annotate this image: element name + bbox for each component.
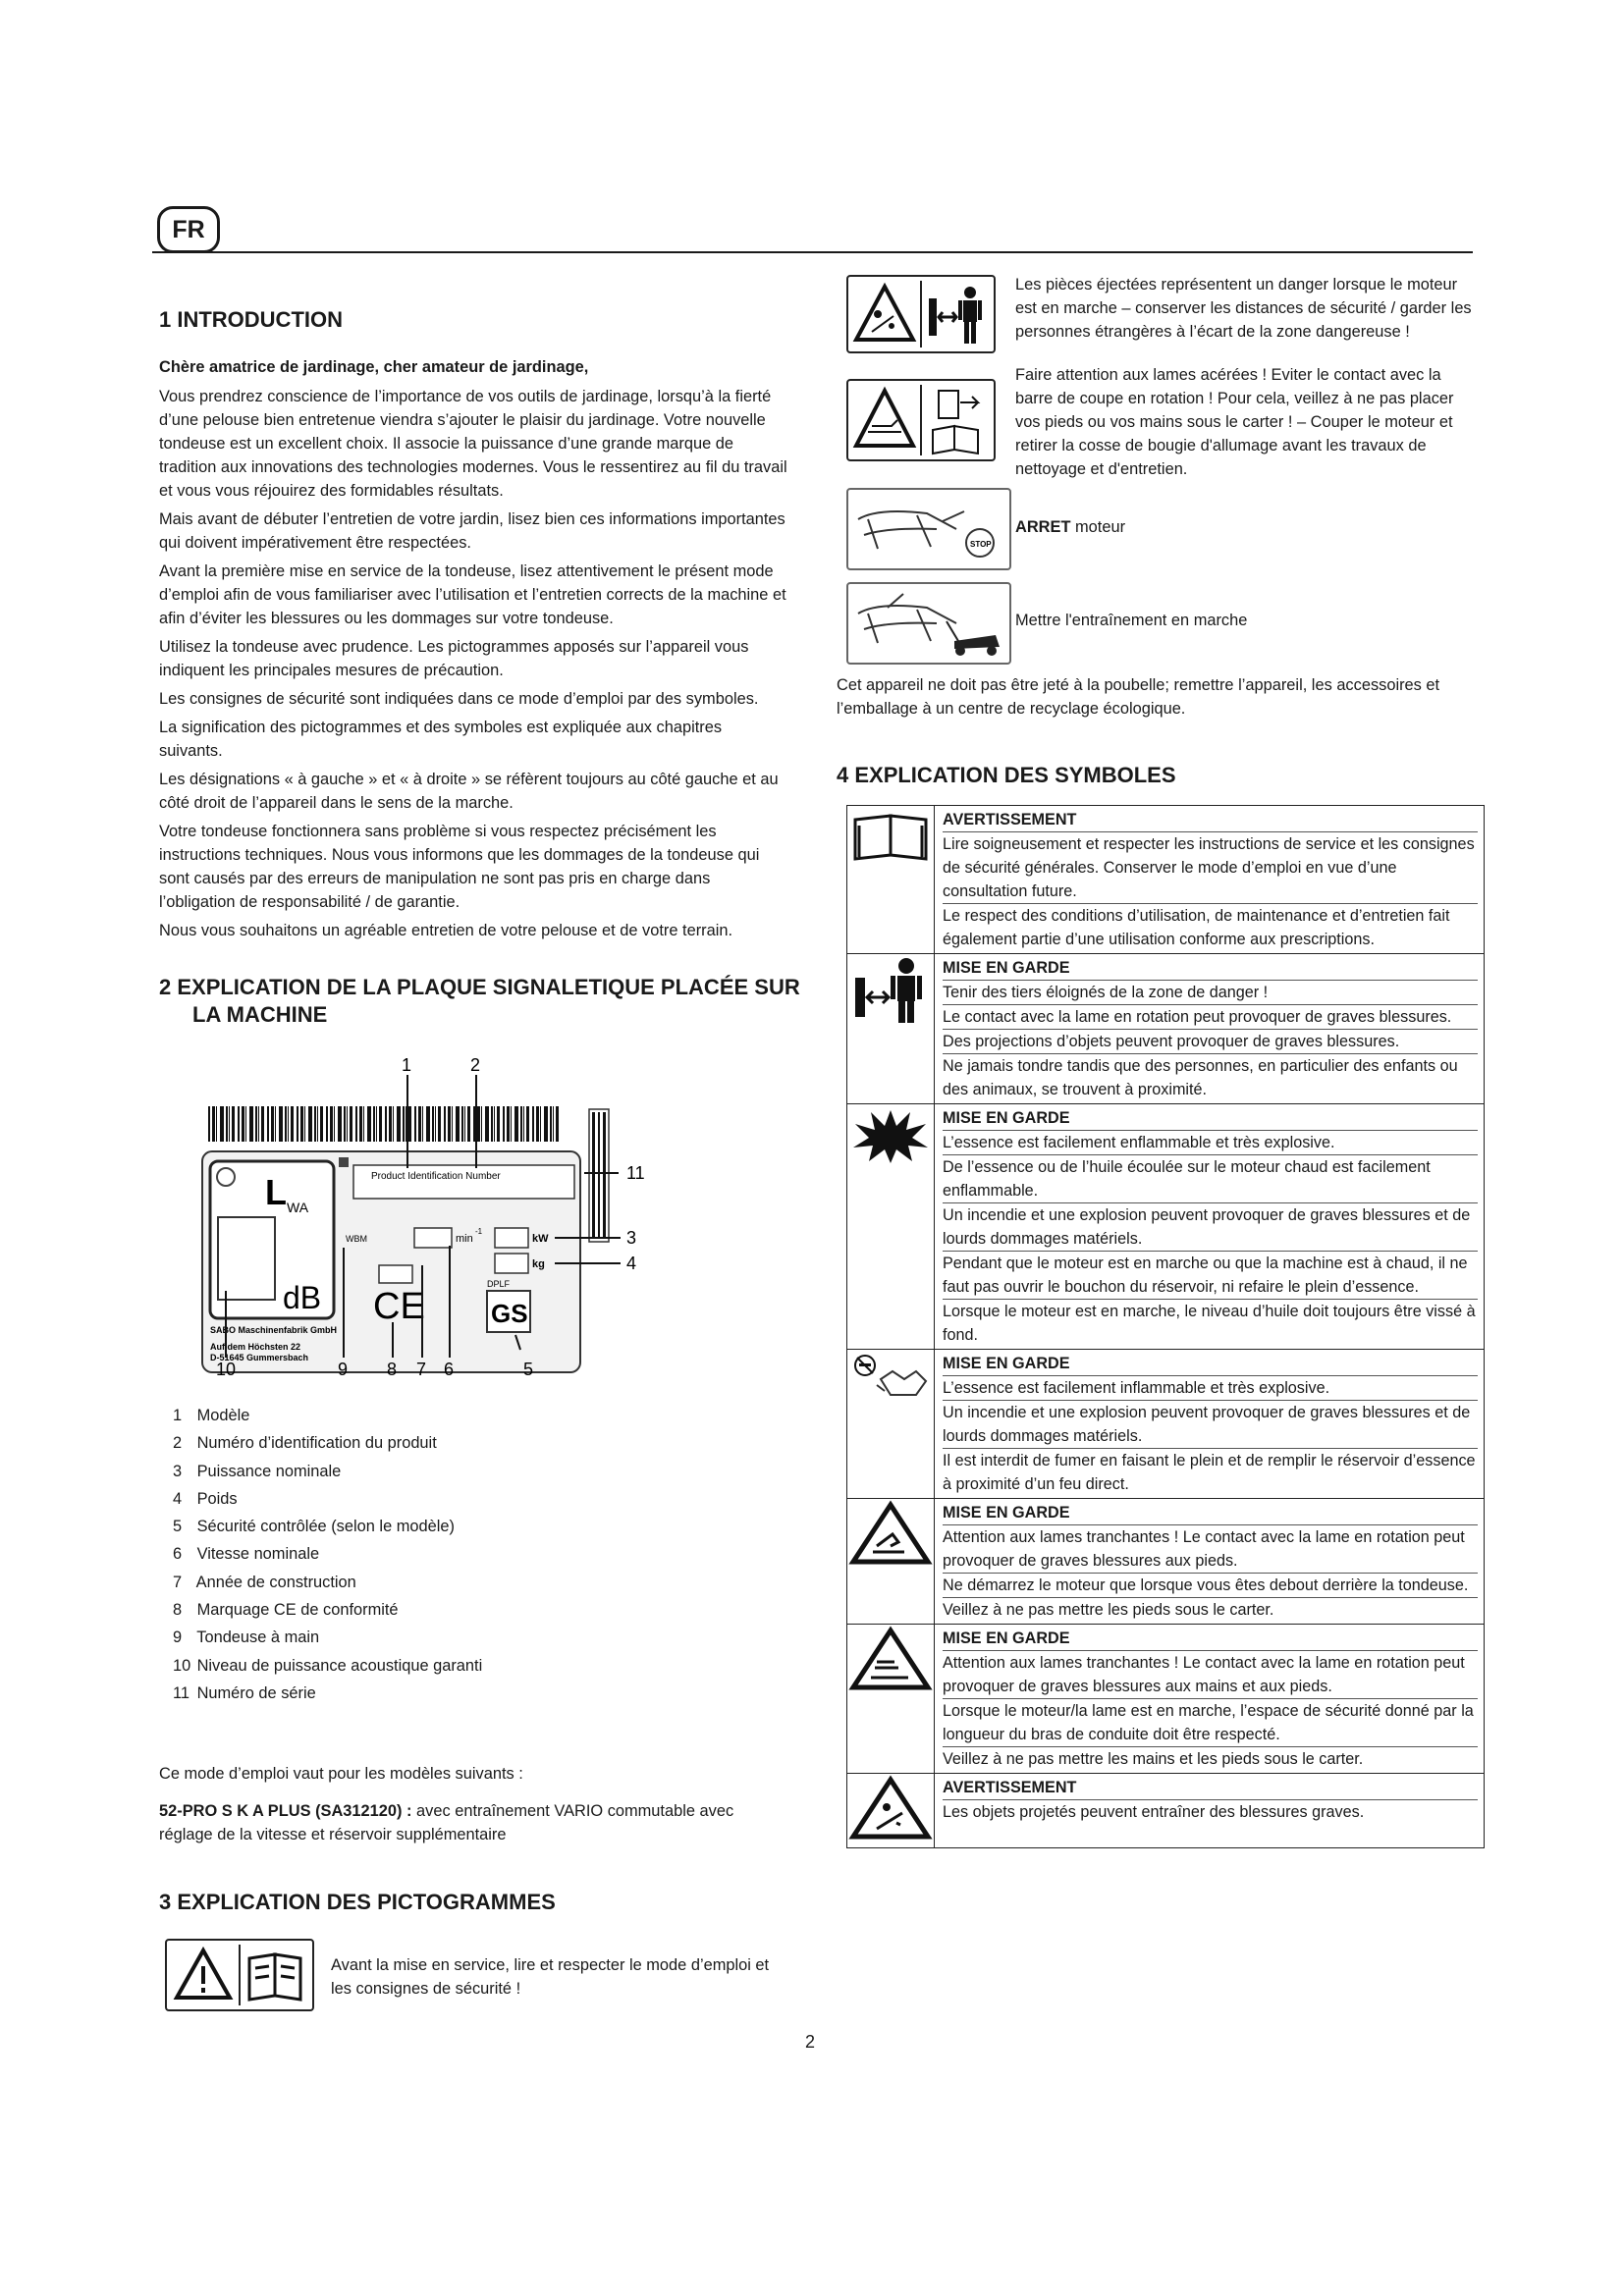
callout-1: 1 (402, 1055, 412, 1075)
section-2-heading (159, 974, 807, 1029)
section-1-title: 1 INTRODUCTION (159, 307, 343, 332)
symbol-line: Ne démarrez le moteur que lorsque vous êtes debout derrière la tondeuse. (943, 1573, 1478, 1597)
pictogram-drive-engage-text: Mettre l'entraînement en marche (1015, 612, 1248, 629)
company-address-1: Auf dem Höchsten 22 (210, 1342, 301, 1352)
intro-paragraph: La signification des pictogrammes et des symboles est expliquée aux chapitres suivants. (159, 719, 723, 760)
section-4-title: 4 EXPLICATION DES SYMBOLES (837, 763, 1176, 787)
list-item: 5 Sécurité contrôlée (selon le modèle) (173, 1518, 455, 1536)
intro-heading: Chère amatrice de jardinage, cher amateur de jardinage, (159, 358, 589, 376)
model-entry (159, 1799, 787, 1846)
symbol-title: MISE EN GARDE (943, 959, 1070, 977)
mower-icon (947, 621, 1000, 656)
engine-stop-bold: ARRET (1015, 518, 1071, 536)
plate-legend (173, 1402, 683, 1707)
list-item: 10 Niveau de puissance acoustique garanti (173, 1656, 483, 1675)
symbol-line: Lorsque le moteur est en marche, le niveau d’huile doit toujours être vissé à fond. (943, 1299, 1478, 1347)
symbol-line: Pendant que le moteur est en marche ou que la machine est à chaud, il ne faut pas ouvrir le bouchon du réservoir, ni refaire le plein d’essence. (943, 1251, 1478, 1299)
model-name: 52-PRO S K A PLUS (SA312120) : (159, 1802, 412, 1820)
power-field (495, 1228, 528, 1248)
company-name: SABO Maschinenfabrik GmbH (210, 1325, 338, 1335)
symbol-text-cell (935, 954, 1485, 1104)
language-badge: FR (157, 206, 220, 253)
intro-paragraph: Utilisez la tondeuse avec prudence. Les pictogrammes apposés sur l’appareil vous indiquent les principales mesures de précaution. (159, 638, 749, 679)
symbol-icon-cell (847, 1625, 935, 1774)
symbol-line: L’essence est facilement enflammable et très explosive. (943, 1130, 1478, 1154)
symbol-title: MISE EN GARDE (943, 1504, 1070, 1522)
symbol-icon-cell (847, 954, 935, 1104)
model-description: avec entraînement VARIO commutable avec réglage de la vitesse et réservoir supplémentaire (159, 1802, 734, 1843)
list-item: 6 Vitesse nominale (173, 1545, 320, 1564)
gs-mark: GS (491, 1299, 528, 1328)
drive-lever-icon (858, 594, 956, 643)
symbol-line: Lorsque le moteur/la lame est en marche, l’espace de sécurité donné par la longueur du bras de conduite doit être respecté. (943, 1698, 1478, 1746)
pictogram-thrown-objects-text: Les pièces éjectées représentent un danger lorsque le moteur est en marche – conserver les distances de sécurité / garder les personnes étrangères à l’écart de la zone dangereuse ! (1015, 276, 1472, 341)
symbol-line: Veillez à ne pas mettre les mains et les pieds sous le carter. (943, 1746, 1478, 1771)
warning-icon (856, 391, 913, 446)
pictogram-thrown-objects (846, 275, 996, 353)
dplf-label: DPLF (487, 1279, 511, 1289)
symbol-line: Un incendie et une explosion peuvent provoquer de graves blessures et de lourds dommages matériels. (943, 1202, 1478, 1251)
list-item: 9 Tondeuse à main (173, 1629, 320, 1647)
list-item: 4 Poids (173, 1489, 238, 1508)
symbol-icon-cell (847, 1104, 935, 1350)
callout-9: 9 (338, 1360, 349, 1379)
list-item: 11 Numéro de série (173, 1683, 316, 1702)
list-item: 3 Puissance nominale (173, 1462, 342, 1480)
intro-paragraph: Les désignations « à gauche » et « à droite » se réfèrent toujours au côté gauche et au côté droit de l’appareil dans le sens de la marche. (159, 771, 779, 812)
rating-plate-figure (196, 1055, 687, 1389)
callout-10: 10 (216, 1360, 237, 1379)
min-sup: -1 (475, 1227, 483, 1236)
table-row (847, 1499, 1485, 1625)
recycling-note: Cet appareil ne doit pas être jeté à la poubelle; remettre l’appareil, les accessoires et l’emballage à un centre de recyclage écologique. (837, 676, 1440, 718)
intro-paragraph: Avant la première mise en service de la tondeuse, lisez attentivement le présent mode d’emploi afin de vous familiariser avec l’utilisation et l’entretien corrects de la machine et afin d’éviter les blessures ou les dommages sur votre tondeuse. (159, 562, 786, 627)
list-item: 7 Année de construction (173, 1573, 356, 1591)
symbol-line: Un incendie et une explosion peuvent provoquer de graves blessures et de lourds dommages matériels. (943, 1400, 1478, 1448)
table-row (847, 1625, 1485, 1774)
table-row (847, 954, 1485, 1104)
symbol-text-cell (935, 1625, 1485, 1774)
explosion-icon (847, 1104, 934, 1163)
no-smoking-fuel-icon (847, 1350, 934, 1399)
lwa-label: L (265, 1172, 287, 1212)
table-row (847, 1104, 1485, 1350)
foot-blade-warning-icon (847, 1499, 934, 1568)
symbol-line: Attention aux lames tranchantes ! Le contact avec la lame en rotation peut provoquer de graves blessures aux pieds. (943, 1524, 1478, 1573)
pictogram-sharp-blades (846, 379, 996, 461)
pictogram-sharp-blades-text: Faire attention aux lames acérées ! Eviter le contact avec la barre de coupe en rotation ! Pour cela, veillez à ne pas placer vos pieds ou vos mains sous le carter ! – Couper le moteur et retirer la cosse de bougie d'allumage avant les travaux de nettoyage et d'entretien. (1015, 366, 1454, 478)
models-block (159, 1762, 787, 1851)
table-row (847, 806, 1485, 954)
symbol-line: Ne jamais tondre tandis que des personnes, en particulier des enfants ou des animaux, se trouvent à proximité. (943, 1053, 1478, 1101)
symbol-title: AVERTISSEMENT (943, 1779, 1077, 1796)
pictogram-engine-stop-text (1015, 515, 1477, 539)
symbol-line: Veillez à ne pas mettre les pieds sous le carter. (943, 1597, 1478, 1622)
symbol-title: MISE EN GARDE (943, 1629, 1070, 1647)
symbol-icon-cell (847, 1350, 935, 1499)
callout-3: 3 (626, 1228, 637, 1248)
symbol-line: De l’essence ou de l’huile écoulée sur le moteur chaud est facilement enflammable. (943, 1154, 1478, 1202)
speed-field (414, 1228, 452, 1248)
symbol-line: Les objets projetés peuvent entraîner des blessures graves. (943, 1799, 1478, 1824)
callout-7: 7 (416, 1360, 427, 1379)
intro-paragraph: Nous vous souhaitons un agréable entretien de votre pelouse et de votre terrain. (159, 922, 733, 939)
product-id-label: Product Identification Number (371, 1171, 501, 1182)
symbol-title: MISE EN GARDE (943, 1355, 1070, 1372)
list-item: 1 Modèle (173, 1407, 250, 1424)
person-distance-icon (929, 287, 982, 344)
callout-4: 4 (626, 1254, 637, 1273)
callout-5: 5 (523, 1360, 534, 1379)
handle-release-icon (858, 511, 964, 549)
hand-foot-blade-warning-icon (847, 1625, 934, 1693)
barcode (206, 1104, 565, 1144)
projectile-icon (872, 311, 893, 332)
symbol-text-cell (935, 1104, 1485, 1350)
section-1 (159, 306, 787, 947)
symbol-icon-cell (847, 806, 935, 954)
symbol-title: MISE EN GARDE (943, 1109, 1070, 1127)
symbols-table (846, 805, 1485, 1848)
person-distance-icon (847, 954, 934, 1023)
symbol-icon-cell (847, 1774, 935, 1848)
symbol-icon-cell (847, 1499, 935, 1625)
section-3-title: 3 EXPLICATION DES PICTOGRAMMES (159, 1890, 556, 1914)
lwa-sub: WA (287, 1200, 309, 1215)
intro-body (159, 355, 787, 942)
blade-hand-icon (868, 420, 901, 432)
wbm-label: WBM (346, 1234, 367, 1244)
kw-label: kW (532, 1233, 549, 1245)
symbol-line: Des projections d’objets peuvent provoquer de graves blessures. (943, 1029, 1478, 1053)
symbol-title: AVERTISSEMENT (943, 811, 1077, 828)
symbol-line: Lire soigneusement et respecter les instructions de service et les consignes de sécurité générales. Conserver le mode d’emploi en vue d’une consultation future. (943, 831, 1478, 903)
symbol-line: L’essence est facilement inflammable et très explosive. (943, 1375, 1478, 1400)
section-2-title-line1: 2 EXPLICATION DE LA PLAQUE SIGNALETIQUE PLACÉE SUR (159, 975, 800, 999)
manual-book-icon (249, 1954, 300, 2000)
engine-stop-rest: moteur (1070, 518, 1126, 536)
year-field (379, 1265, 412, 1283)
manual-book-icon (847, 806, 934, 865)
table-row (847, 1774, 1485, 1848)
symbol-line: Il est interdit de fumer en faisant le plein et de remplir le réservoir d’essence à proximité d’un feu direct. (943, 1448, 1478, 1496)
intro-paragraph: Les consignes de sécurité sont indiquées dans ce mode d’emploi par des symboles. (159, 690, 759, 708)
db-label: dB (283, 1280, 322, 1315)
pictogram-read-manual (165, 1939, 314, 2011)
symbol-text-cell (935, 806, 1485, 954)
symbol-line: Le contact avec la lame en rotation peut provoquer de graves blessures. (943, 1004, 1478, 1029)
intro-paragraph: Mais avant de débuter l’entretien de votre jardin, lisez bien ces informations importantes qui doivent impérativement être respectées. (159, 510, 785, 552)
pictogram-engine-stop (846, 488, 1011, 570)
warning-icon (856, 287, 913, 340)
callout-2: 2 (470, 1055, 481, 1075)
kg-label: kg (532, 1258, 545, 1270)
symbol-line: Attention aux lames tranchantes ! Le contact avec la lame en rotation peut provoquer de graves blessures aux mains et aux pieds. (943, 1650, 1478, 1698)
symbol-text-cell (935, 1499, 1485, 1625)
symbol-line: Tenir des tiers éloignés de la zone de danger ! (943, 980, 1478, 1004)
stop-label: STOP (970, 540, 992, 549)
ce-mark: CE (373, 1286, 425, 1327)
models-intro: Ce mode d’emploi vaut pour les modèles suivants : (159, 1765, 523, 1783)
list-item: 2 Numéro d’identification du produit (173, 1434, 437, 1453)
company-address-2: D-51645 Gummersbach (210, 1353, 309, 1362)
page-number: 2 (805, 2032, 816, 2052)
callout-11: 11 (626, 1163, 645, 1183)
min-label: min (456, 1233, 473, 1245)
symbol-text-cell (935, 1774, 1485, 1848)
weight-field (495, 1254, 528, 1273)
table-row (847, 1350, 1485, 1499)
callout-6: 6 (444, 1360, 455, 1379)
list-item: 8 Marquage CE de conformité (173, 1601, 399, 1620)
callout-8: 8 (387, 1360, 398, 1379)
pictogram-drive-engage (846, 582, 1011, 665)
symbol-text-cell (935, 1350, 1485, 1499)
intro-paragraph: Votre tondeuse fonctionnera sans problème si vous respectez précisément les instructions techniques. Nous vous informons que les dommages de la tondeuse qui sont causés par des erreurs de manipulation ne sont pas pris en charge dans l’obligation de responsabilité / de garantie. (159, 823, 760, 911)
spark-plug-manual-icon (933, 391, 978, 454)
thrown-objects-warning-icon (847, 1774, 934, 1842)
pictogram-read-manual-text: Avant la mise en service, lire et respecter le mode d’emploi et les consignes de sécurité ! (331, 1956, 770, 1998)
header-rule (152, 251, 1473, 253)
section-2-title-line2: LA MACHINE (192, 1002, 328, 1027)
symbol-line: Le respect des conditions d’utilisation, de maintenance et d’entretien fait également partie d’une utilisation conforme aux prescriptions. (943, 903, 1478, 951)
intro-paragraph: Vous prendrez conscience de l’importance de vos outils de jardinage, lorsqu’à la fierté d’une pelouse bien entretenue viendra s’ajouter le plaisir du jardinage. Votre nouvelle tondeuse est un excellent choix. Il associe la puissance d’une grande marque de tradition aux innovations des technologies modernes. Vous le ressentirez au fil du travail et vous vous réjouirez des formidables résultats. (159, 388, 787, 500)
